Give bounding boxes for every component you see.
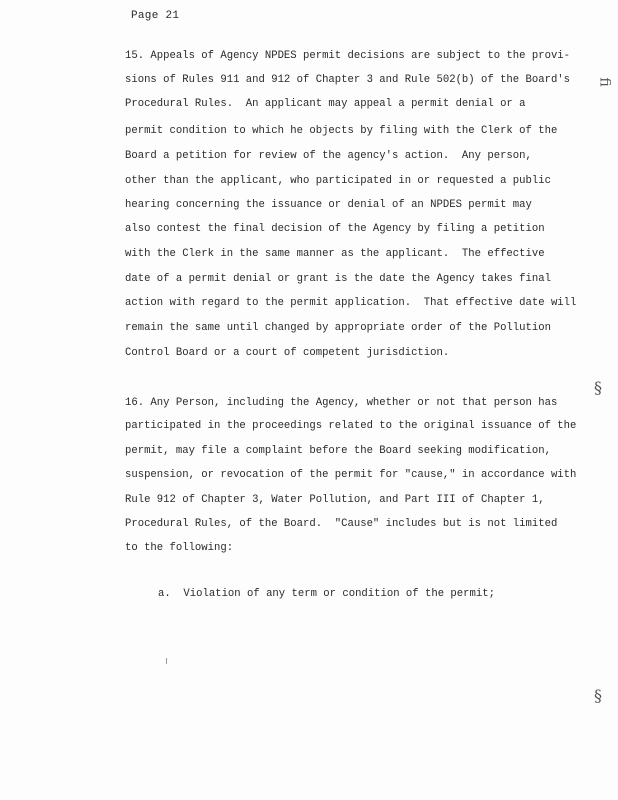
list-item-a: a. Violation of any term or condition of the permit; xyxy=(158,588,495,600)
paragraph-line: with the Clerk in the same manner as the applicant. The effective xyxy=(125,248,545,260)
paragraph-line: Procedural Rules, of the Board. "Cause" includes but is not limited xyxy=(125,518,558,530)
paragraph-line: remain the same until changed by appropriate order of the Pollution xyxy=(125,322,551,334)
paragraph-line: also contest the final decision of the Agency by filing a petition xyxy=(125,223,545,235)
binder-hole-mark-icon: § xyxy=(594,378,602,397)
paragraph-line: permit, may file a complaint before the Board seeking modification, xyxy=(125,445,551,457)
paragraph-line: participated in the proceedings related to the original issuance of the xyxy=(125,420,577,432)
binder-hole-mark-icon: § xyxy=(594,686,602,705)
binder-hole-mark-icon: ﬁ xyxy=(596,77,613,87)
paragraph-line: 15. Appeals of Agency NPDES permit decisions are subject to the provi- xyxy=(125,50,571,62)
page-number: Page 21 xyxy=(131,10,180,22)
paragraph-line: date of a permit denial or grant is the date the Agency takes final xyxy=(125,273,551,285)
paragraph-line: to the following: xyxy=(125,542,234,554)
paragraph-line: Rule 912 of Chapter 3, Water Pollution, and Part III of Chapter 1, xyxy=(125,494,545,506)
paragraph-line: Control Board or a court of competent jurisdiction. xyxy=(125,347,450,359)
paragraph-line: Board a petition for review of the agency's action. Any person, xyxy=(125,150,532,162)
paragraph-line: Procedural Rules. An applicant may appeal a permit denial or a xyxy=(125,98,526,110)
scan-speck xyxy=(166,658,167,664)
paragraph-line: sions of Rules 911 and 912 of Chapter 3 and Rule 502(b) of the Board's xyxy=(125,74,571,86)
paragraph-line: suspension, or revocation of the permit for "cause," in accordance with xyxy=(125,469,577,481)
paragraph-line: permit condition to which he objects by filing with the Clerk of the xyxy=(125,125,558,137)
paragraph-line: other than the applicant, who participated in or requested a public xyxy=(125,175,551,187)
paragraph-line: hearing concerning the issuance or denial of an NPDES permit may xyxy=(125,199,532,211)
paragraph-line: action with regard to the permit application. That effective date will xyxy=(125,297,577,309)
paragraph-line: 16. Any Person, including the Agency, whether or not that person has xyxy=(125,397,558,409)
